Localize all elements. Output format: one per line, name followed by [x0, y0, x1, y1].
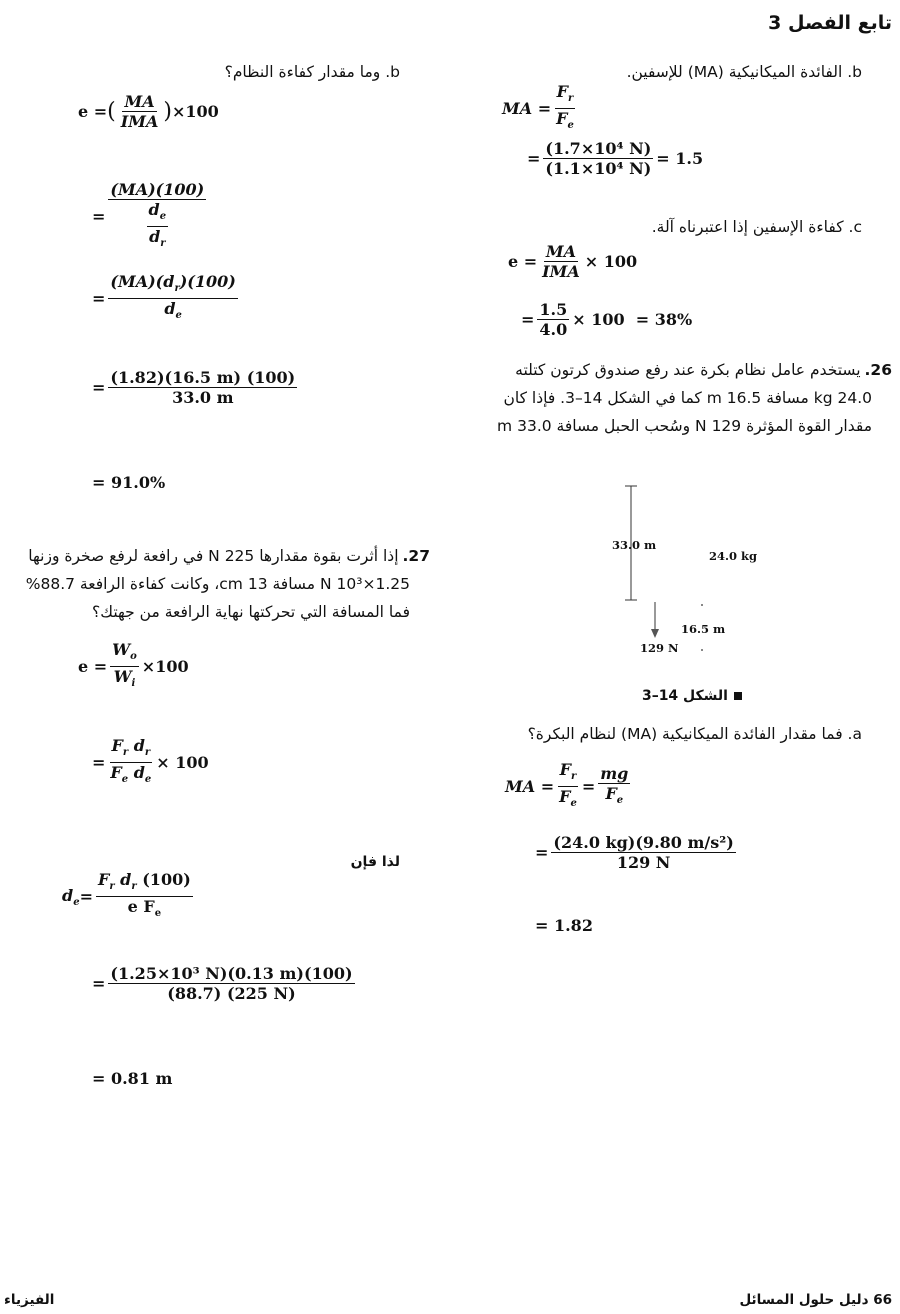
question-b-system-efficiency: b. وما مقدار كفاءة النظام؟	[224, 63, 400, 81]
figure-caption: الشكل 14–3	[642, 688, 742, 704]
question-c-efficiency: c. كفاءة الإسفين إذا اعتبرناه آلة.	[651, 218, 862, 236]
fraction: $\frac{mg}{F_e}$	[600, 763, 629, 806]
fraction: $\frac{\text{(24.0 kg)(9.80 m/s²)}}{129 N}$	[553, 833, 734, 872]
fraction: $\frac{\text{(1.25×10³ N)(0.13 m)(100)}}{(88.7) (225 N)}$	[110, 964, 353, 1003]
equation-ma-pulley-result: = 1.82	[535, 916, 593, 935]
equation-step-3: = $\frac{(MA)(d_r)(100)}{d_e}$	[92, 272, 241, 325]
force-arrowhead	[651, 629, 659, 638]
square-bullet-icon	[734, 692, 742, 700]
figure-label-rope: 33.0 m	[612, 538, 657, 552]
therefore-label: لذا فإن	[350, 854, 400, 870]
fraction: $\frac{\text{(1.7×10⁴ N)}}{\text{(1.1×10⁴ N)}}$	[545, 139, 652, 178]
equation-ma-pulley: MA = $\frac{F_r}{F_e}$ = $\frac{mg}{F_e}$	[505, 760, 633, 813]
equation-lever-de-value: = $\frac{\text{(1.25×10³ N)(0.13 m)(100)}}{(88.7) (225 N)}$	[92, 964, 353, 1003]
equation-system-efficiency: e = ( MA IMA ) ×100	[78, 92, 219, 131]
eq-tail: × 100	[156, 753, 209, 773]
question-a-pulley: a. فما مقدار الفائدة الميكانيكية (MA) لنظام البكرة؟	[527, 725, 862, 743]
fraction: $\frac{(MA)(100)}{\frac{d_e}{d_r}}$	[110, 180, 205, 250]
figure-label-lift: 16.5 m	[681, 622, 726, 636]
dot-mark	[701, 649, 703, 651]
equation-ma-wedge-value: = $\frac{\text{(1.7×10⁴ N)}}{\text{(1.1×10⁴ N)}}$ = 1.5	[527, 139, 704, 178]
equation-lever-de: $d_e$ = $\frac{F_r d_r (100)}{e F_e}$	[62, 870, 196, 923]
eq-lhs: MA =	[502, 99, 552, 119]
footer-subject: الفيزياء	[4, 1292, 55, 1308]
fraction: $\frac{F_r}{F_e}$	[559, 760, 577, 810]
equation-lever-efficiency: e = $\frac{W_o}{W_i}$ ×100	[78, 640, 189, 693]
page-header: تابع الفصل 3	[768, 12, 892, 34]
dot-mark	[701, 604, 703, 606]
equation-lever-result: = 0.81 m	[92, 1069, 173, 1088]
fraction: $\frac{(1.82)(16.5 m) (100)}{33.0 m}$	[110, 368, 296, 407]
fraction: $\frac{F_r d_r (100)}{e F_e}$	[97, 870, 191, 920]
fraction: $\frac{1.5}{4.0}$	[539, 300, 568, 339]
fraction: $\frac{F_r}{F_e}$	[556, 82, 574, 132]
equation-efficiency-value: = $\frac{1.5}{4.0}$ × 100 = 38%	[521, 300, 693, 339]
equation-step-5: = 91.0%	[92, 473, 166, 492]
figure-label-force: 129 N	[640, 641, 679, 655]
equation-lever-step-2: = $\frac{F_r d_r}{F_e d_e}$ × 100	[92, 736, 209, 789]
equation-ma-wedge	[502, 82, 579, 135]
equation-step-4: = $\frac{(1.82)(16.5 m) (100)}{33.0 m}$	[92, 368, 296, 407]
fraction: $\frac{(MA)(d_r)(100)}{d_e}$	[110, 272, 236, 322]
equation-efficiency: e = MA IMA × 100	[508, 242, 638, 281]
problem-27: 27. إذا أثرت بقوة مقدارها N 225 في رافعة لرفع صخرة وزنها 1.25×10³ N مسافة 13 cm، وكانت كفاءة الرافعة 88.7% فما المسافة التي تحركتها نهاية الرافعة من جهتك؟	[25, 547, 430, 621]
equation-step-2: = $\frac{(MA)(100)}{\frac{d_e}{d_r}}$	[92, 180, 209, 253]
equation-ma-pulley-value: = $\frac{\text{(24.0 kg)(9.80 m/s²)}}{129 N}$	[535, 833, 734, 872]
problem-26: 26. يستخدم عامل نظام بكرة عند رفع صندوق كرتون كتلته 24.0 kg مسافة 16.5 m كما في الشكل 14–3. فإذا كان مقدار القوة المؤثرة N 129 وسُحب الحبل مسافة 33.0 m	[497, 361, 892, 435]
fraction: MA IMA	[542, 242, 580, 281]
fraction: $\frac{W_o}{W_i}$	[112, 640, 137, 690]
question-b-wedge: b. الفائدة الميكانيكية (MA) للإسفين.	[626, 63, 862, 81]
figure-label-mass: 24.0 kg	[709, 549, 758, 563]
footer-page-info: 66 دليل حلول المسائل	[739, 1292, 892, 1308]
fraction: MA IMA	[120, 92, 159, 131]
fraction: $\frac{F_r d_r}{F_e d_e}$	[110, 736, 152, 786]
